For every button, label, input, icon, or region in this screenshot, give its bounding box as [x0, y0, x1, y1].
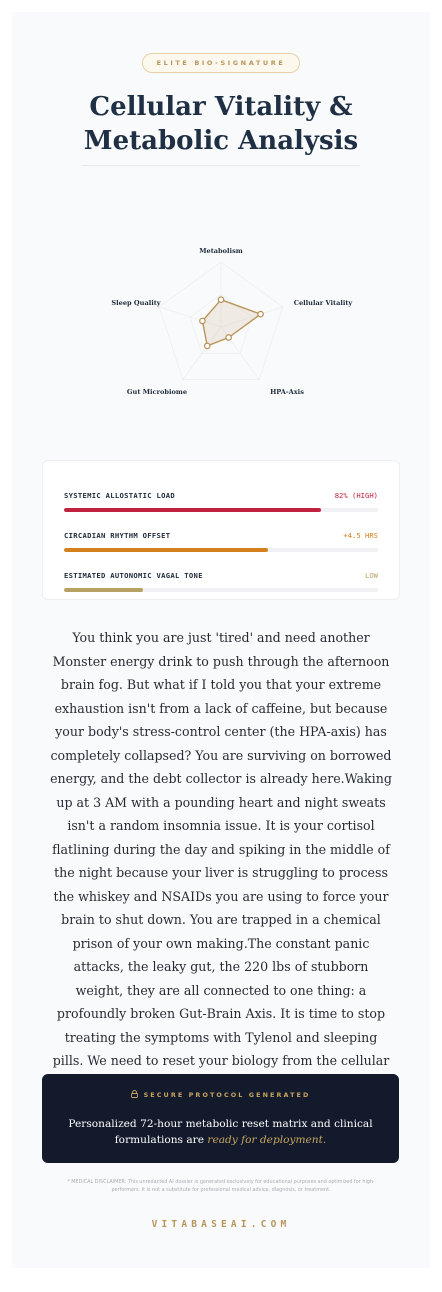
radar-chart: [12, 237, 430, 407]
title-line-2: Metabolic Analysis: [83, 126, 359, 156]
metric-value: 82% (HIGH): [334, 491, 378, 500]
protocol-box: [42, 1074, 399, 1163]
lock-icon: [131, 1090, 138, 1098]
metrics-card: [42, 460, 400, 600]
report-page: [12, 12, 430, 1268]
metric-value: LOW: [365, 571, 378, 580]
title-divider: [82, 165, 360, 166]
brand-footer: VITABASEAI.COM: [151, 1219, 291, 1230]
metric-label: ESTIMATED AUTONOMIC VAGAL TONE: [64, 571, 203, 580]
progress-track: [64, 548, 378, 552]
radar-point: [258, 311, 263, 316]
radar-axis-label: Metabolism: [199, 247, 243, 255]
protocol-message-text: Personalized 72-hour metabolic reset matrix and clinical formulations are: [68, 1118, 373, 1146]
radar-axis-label: HPA-Axis: [270, 388, 304, 396]
protocol-heading-text: SECURE PROTOCOL GENERATED: [143, 1091, 311, 1099]
radar-axis-label: Sleep Quality: [111, 299, 161, 307]
title-line-1: Cellular Vitality &: [89, 92, 353, 122]
protocol-heading: [42, 1090, 399, 1099]
metric-label: CIRCADIAN RHYTHM OFFSET: [64, 531, 171, 540]
elite-badge: ELITE BIO-SIGNATURE: [142, 53, 301, 73]
body-copy: You think you are just 'tired' and need another Monster energy drink to push through the afternoon brain fog. But what if I told you that your extreme exhaustion isn't from a lack of caffeine, but because your body's stress-control center (the HPA-axis) has completely collapsed? You are surviving on borrowed energy, and the debt collector is already here.Waking up at 3 AM with a pounding heart and night sweats isn't a random insomnia issue. It is your cortisol flatlining during the day and spiking in the middle of the night because your liver is struggling to process the whiskey and NSAIDs you are using to force your brain to shut down. You are trapped in a chemical prison of your own making.The constant panic attacks, the leaky gut, the 220 lbs of stubborn weight, they are all connected to one thing: a profoundly broken Gut-Brain Axis. It is time to stop treating the symptoms with Tylenol and sleeping pills. We need to reset your biology from the cellular: [50, 630, 392, 1068]
protocol-message: [62, 1116, 379, 1148]
medical-disclaimer: * MEDICAL DISCLAIMER: This unredacted AI dossier is generated exclusively for educational purposes and optimized for high-performers. It is not a substitute for professional medical advice, diagnosis, or treatment.: [67, 1179, 375, 1194]
progress-track: [64, 588, 378, 592]
progress-fill: [64, 548, 268, 552]
metric-label: SYSTEMIC ALLOSTATIC LOAD: [64, 491, 176, 500]
radar-axis-label: Gut Microbiome: [126, 388, 188, 396]
progress-fill: [64, 508, 321, 512]
radar-point: [226, 335, 231, 340]
radar-point: [200, 318, 205, 323]
radar-axis-label: Cellular Vitality: [293, 299, 353, 307]
progress-track: [64, 508, 378, 512]
radar-point: [218, 297, 223, 302]
radar-point: [205, 343, 210, 348]
protocol-highlight: ready for deployment.: [207, 1134, 327, 1146]
metric-value: +4.5 HRS: [343, 531, 378, 540]
page-title: [12, 90, 430, 158]
progress-fill: [64, 588, 143, 592]
